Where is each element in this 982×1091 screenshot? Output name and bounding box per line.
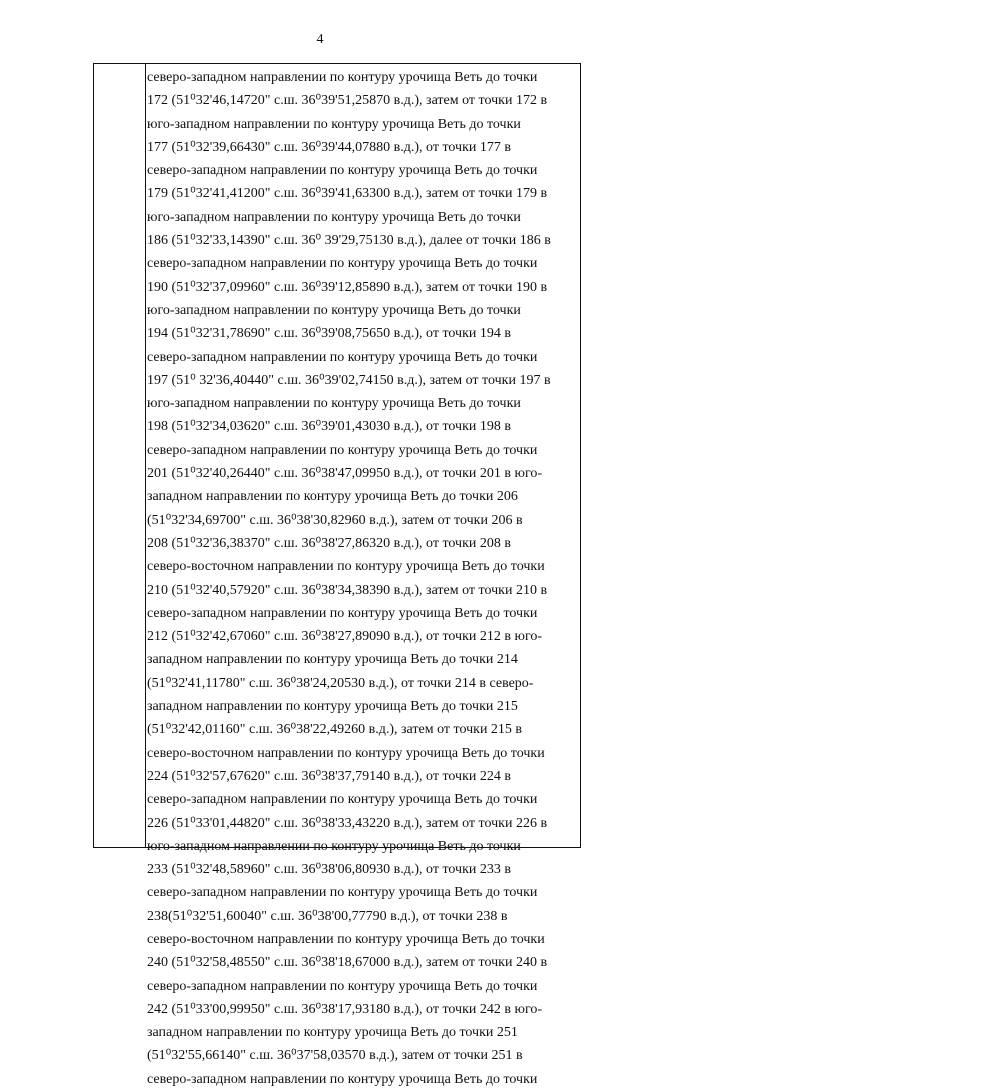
text-line: северо-западном направлении по контуру урочища Веть до точки [147, 978, 538, 994]
text-line: северо-западном направлении по контуру урочища Веть до точки [147, 70, 538, 85]
text-line: 210 (51⁰32'40,57920" с.ш. 36⁰38'34,38390 в.д.), затем от точки 210 в [147, 582, 548, 598]
text-line: 197 (51⁰ 32'36,40440" с.ш. 36⁰39'02,74150 в.д.), затем от точки 197 в [147, 372, 551, 388]
text-line: 198 (51⁰32'34,03620" с.ш. 36⁰39'01,43030 в.д.), от точки 198 в [147, 419, 511, 435]
text-line: северо-западном направлении по контуру урочища Веть до точки [147, 1071, 538, 1087]
text-line: (51⁰32'41,11780" с.ш. 36⁰38'24,20530 в.д.), от точки 214 в северо- [147, 675, 534, 691]
text-line: юго-западном направлении по контуру урочища Веть до точки [147, 838, 521, 854]
page-number: 4 [316, 32, 324, 47]
text-line: северо-восточном направлении по контуру урочища Веть до точки [147, 745, 545, 761]
text-line: 179 (51⁰32'41,41200" с.ш. 36⁰39'41,63300 в.д.), затем от точки 179 в [147, 186, 548, 202]
text-line: 177 (51⁰32'39,66430" с.ш. 36⁰39'44,07880 в.д.), от точки 177 в [147, 139, 511, 155]
text-line: северо-западном направлении по контуру урочища Веть до точки [147, 349, 538, 365]
text-line: 238(51⁰32'51,60040" с.ш. 36⁰38'00,77790 в.д.), от точки 238 в [147, 908, 508, 924]
text-line: западном направлении по контуру урочища Веть до точки 215 [147, 699, 518, 715]
text-line: западном направлении по контуру урочища Веть до точки 214 [147, 652, 518, 668]
text-line: северо-западном направлении по контуру урочища Веть до точки [147, 163, 538, 179]
text-line: северо-восточном направлении по контуру урочища Веть до точки [147, 559, 545, 575]
text-line: 194 (51⁰32'31,78690" с.ш. 36⁰39'08,75650 в.д.), от точки 194 в [147, 326, 511, 342]
text-line: 224 (51⁰32'57,67620" с.ш. 36⁰38'37,79140 в.д.), от точки 224 в [147, 768, 511, 784]
text-line: юго-западном направлении по контуру урочища Веть до точки [147, 209, 521, 225]
text-line: 172 (51⁰32'46,14720" с.ш. 36⁰39'51,25870 в.д.), затем от точки 172 в [147, 93, 548, 109]
text-line: 233 (51⁰32'48,58960" с.ш. 36⁰38'06,80930 в.д.), от точки 233 в [147, 862, 511, 878]
text-line: 190 (51⁰32'37,09960" с.ш. 36⁰39'12,85890 в.д.), затем от точки 190 в [147, 279, 548, 295]
text-line: (51⁰32'42,01160" с.ш. 36⁰38'22,49260 в.д.), затем от точки 215 в [147, 722, 523, 738]
column-divider [145, 64, 146, 847]
text-line: западном направлении по контуру урочища Веть до точки 206 [147, 489, 518, 505]
text-line: 186 (51⁰32'33,14390" с.ш. 36⁰ 39'29,75130 в.д.), далее от точки 186 в [147, 233, 551, 249]
text-line: (51⁰32'55,66140" с.ш. 36⁰37'58,03570 в.д.), затем от точки 251 в [147, 1048, 523, 1064]
boundary-table [93, 63, 581, 1087]
text-line: юго-западном направлении по контуру урочища Веть до точки [147, 116, 521, 132]
text-line: западном направлении по контуру урочища Веть до точки 251 [147, 1025, 518, 1041]
text-line: 242 (51⁰33'00,99950" с.ш. 36⁰38'17,93180 в.д.), от точки 242 в юго- [147, 1001, 543, 1017]
text-line: 226 (51⁰33'01,44820" с.ш. 36⁰38'33,43220 в.д.), затем от точки 226 в [147, 815, 548, 831]
text-line: юго-западном направлении по контуру урочища Веть до точки [147, 396, 521, 412]
text-line: (51⁰32'34,69700" с.ш. 36⁰38'30,82960 в.д.), затем от точки 206 в [147, 512, 523, 528]
text-line: северо-западном направлении по контуру урочища Веть до точки [147, 792, 538, 808]
text-line: северо-восточном направлении по контуру урочища Веть до точки [147, 931, 545, 947]
text-line: северо-западном направлении по контуру урочища Веть до точки [147, 256, 538, 272]
text-line: 201 (51⁰32'40,26440" с.ш. 36⁰38'47,09950 в.д.), от точки 201 в юго- [147, 466, 543, 482]
text-line: северо-западном направлении по контуру урочища Веть до точки [147, 605, 538, 621]
text-line: северо-западном направлении по контуру урочища Веть до точки [147, 442, 538, 458]
text-line: северо-западном направлении по контуру урочища Веть до точки [147, 885, 538, 901]
text-line: 208 (51⁰32'36,38370" с.ш. 36⁰38'27,86320 в.д.), от точки 208 в [147, 535, 511, 551]
boundary-description-cell [147, 66, 578, 1087]
text-line: юго-западном направлении по контуру урочища Веть до точки [147, 302, 521, 318]
text-line: 212 (51⁰32'42,67060" с.ш. 36⁰38'27,89090 в.д.), от точки 212 в юго- [147, 629, 543, 645]
text-line: 240 (51⁰32'58,48550" с.ш. 36⁰38'18,67000 в.д.), затем от точки 240 в [147, 955, 548, 971]
